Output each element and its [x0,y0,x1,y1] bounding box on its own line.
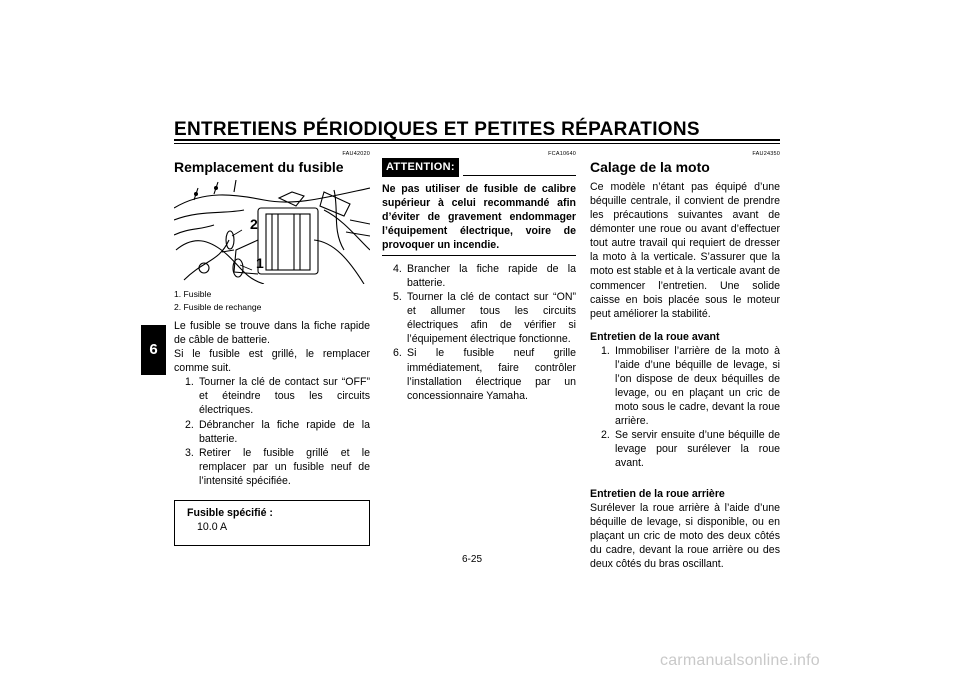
photo-caption [174,288,370,313]
header-rule-thin [174,143,780,144]
attention-header [382,158,576,177]
step-item [590,344,780,428]
fuse-location-photo [174,180,370,284]
support-intro: Ce modèle n’étant pas équipé d’une béquille centrale, il convient de prendre les précautions suivantes avant de démonter une roue ou avant d’effectuer tout autre travail qui requiert de dresser la moto à la verticale. S’assurer que la moto est stable et à la verticale avant de commencer l’entretien. Une solide caisse en bois placée sous le moteur peut améliorer la stabilité. [590,181,780,320]
step-number: 1. [601,344,610,357]
reference-code: FCA10640 [548,151,576,157]
step-text: Si le fusible neuf grille immédiatement, faire contrôler l’installation électrique par un concessionnaire Yamaha. [407,347,576,402]
reference-code: FAU24350 [752,151,780,157]
step-number: 4. [393,263,402,276]
column-attention [382,150,576,403]
caption-item: 2. Fusible de rechange [174,301,262,312]
column-fuse-replacement [174,150,370,546]
step-text: Brancher la fiche rapide de la batterie. [407,263,576,290]
step-number: 3. [185,446,194,459]
spec-label: Fusible spécifié : [187,506,273,519]
header-rule-thick [174,139,780,141]
step-item [590,428,780,470]
step-item [174,418,370,446]
step-text: Retirer le fusible grillé et le remplacer par un fusible neuf de l’intensité spécifiée. [199,446,370,487]
attention-rule [463,175,576,176]
column-motorcycle-support [590,150,780,571]
step-item [382,290,576,346]
caption-item: 1. Fusible [174,289,212,299]
chapter-tab: 6 [141,325,166,375]
section-title-fuse: Remplacement du fusible [174,159,344,175]
intro-paragraph: Le fusible se trouve dans la fiche rapide de câble de batterie. [174,320,370,347]
callout-1: 1 [256,255,264,271]
fuse-photo-illustration [174,180,370,284]
section-title-support: Calage de la moto [590,159,710,175]
spec-value: 10.0 A [197,521,228,534]
step-item [174,446,370,488]
rear-wheel-text: Surélever la roue arrière à l’aide d’une béquille de levage, si disponible, ou en plaçant un cric de moto des deux côtés du cadre, devant la roue arrière ou des deux côtés du bras oscillant. [590,501,780,570]
step-text: Tourner la clé de contact sur “ON” et allumer tous les circuits électriques afin de vérifier si l’équipement électrique fonctionne. [407,291,576,346]
step-item [174,375,370,417]
step-text: Débrancher la fiche rapide de la batterie. [199,418,370,445]
step-number: 1. [185,376,194,389]
step-text: Se servir ensuite d’une béquille de levage pour surélever la roue avant. [615,429,780,470]
reference-code: FAU42020 [342,151,370,157]
callout-2: 2 [250,216,258,232]
step-item [382,346,576,402]
attention-bottom-rule [382,255,576,256]
step-number: 2. [601,429,610,442]
attention-text: Ne pas utiliser de fusible de calibre supérieur à celui recommandé afin d’éviter de gravement endommager l’équipement électrique, voire de provoquer un incendie. [382,182,576,251]
front-wheel-title: Entretien de la roue avant [590,330,720,343]
page-header-title: ENTRETIENS PÉRIODIQUES ET PETITES RÉPARATIONS [174,119,700,140]
step-item [382,262,576,290]
watermark: carmanualsonline.info [660,652,820,669]
front-wheel-steps [590,344,780,471]
page-number: 6-25 [462,554,483,565]
step-number: 2. [185,418,194,431]
intro-paragraph-2: Si le fusible est grillé, le remplacer comme suit. [174,348,370,375]
fuse-spec-box [174,500,370,546]
fuse-steps-continued [382,262,576,403]
fuse-steps [174,375,370,488]
step-text: Immobiliser l’arrière de la moto à l’aide d’une béquille de levage, si l’on dispose de deux béquilles de levage, ou en plaçant un cric de moto sous le cadre, devant la roue arrière. [615,344,780,428]
attention-badge: ATTENTION: [382,158,459,177]
step-number: 5. [393,291,402,304]
rear-wheel-title: Entretien de la roue arrière [590,487,725,500]
step-text: Tourner la clé de contact sur “OFF” et éteindre tous les circuits électriques. [199,376,370,417]
step-number: 6. [393,347,402,360]
